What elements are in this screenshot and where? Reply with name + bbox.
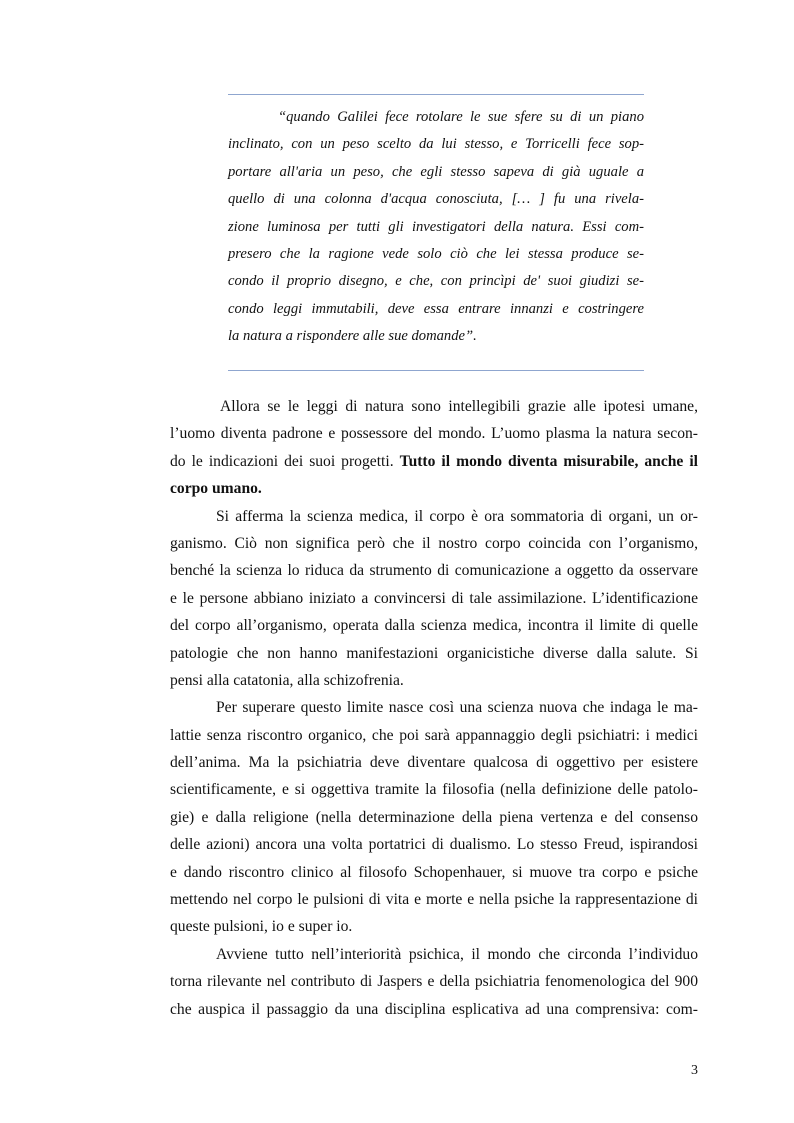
text-line: torna rilevante nel contributo di Jaspers e della psichiatria fenomenologica del 900 [170,973,698,991]
text-line: e dando riscontro clinico al filosofo Schopenhauer, si muove tra corpo e psiche [170,863,698,881]
text-line: patologie che non hanno manifestazioni organicistiche diverse dalla salute. Si [170,644,698,662]
body-text [170,393,698,1023]
text-line: pensi alla catatonia, alla schizofrenia. [170,671,404,689]
text-line: gie) e dalla religione (nella determinazione della piena vertenza e del consenso [170,808,698,826]
text-line: l’uomo diventa padrone e possessore del mondo. L’uomo plasma la natura secon- [170,425,698,443]
text-line: scientificamente, e si oggettiva tramite la filosofia (nella definizione delle patolo- [170,781,698,799]
quote-line: presero che la ragione vede solo ciò che lei stessa produce se- [228,245,644,262]
paragraph-4 [170,941,698,1023]
quote-line: condo il proprio disegno, e che, con princìpi de' suoi giudizi se- [228,273,644,290]
quote-line: la natura a rispondere alle sue domande”. [228,328,477,345]
text-line: queste pulsioni, io e super io. [170,918,353,936]
paragraph-1 [170,393,698,503]
text-line [170,448,698,475]
text-line: Per superare questo limite nasce così una scienza nuova che indaga le ma- [216,699,698,717]
quote-line: “quando Galilei fece rotolare le sue sfere su di un piano [278,109,644,125]
bold-statement: corpo umano. [170,480,262,498]
text-line: Si afferma la scienza medica, il corpo è ora sommatoria di organi, un or- [216,507,698,525]
text-line: del corpo all’organismo, operata dalla scienza medica, incontra il limite di quelle [170,617,698,635]
quote-bottom-rule [228,370,644,371]
quote-line: condo leggi immutabili, deve essa entrare innanzi e costringere [228,300,644,317]
quote-line: inclinato, con un peso scelto da lui stesso, e Torricelli fece sop- [228,136,644,153]
text-line: delle azioni) ancora una volta portatrici di dualismo. Lo stesso Freud, ispirandosi [170,836,698,854]
bold-statement: Tutto il mondo diventa misurabile, anche il [399,452,698,470]
text-line: ganismo. Ciò non significa però che il nostro corpo coincida con l’organismo, [170,534,698,552]
text-line: dell’anima. Ma la psichiatria deve diventare qualcosa di oggettivo per esistere [170,754,698,772]
text-line: lattie senza riscontro organico, che poi sarà appannaggio degli psichiatri: i medici [170,726,698,744]
page-number: 3 [691,1063,698,1078]
quote-top-rule [228,94,644,95]
quote-line: zione luminosa per tutti gli investigatori della natura. Essi com- [228,218,644,235]
quote-line: quello di una colonna d'acqua conosciuta, [… ] fu una rivela- [228,191,644,208]
text-line: mettendo nel corpo le pulsioni di vita e morte e nella psiche la rappresentazione di [170,891,698,909]
text-segment: do le indicazioni dei suoi progetti. [170,452,400,470]
quote-line: portare all'aria un peso, che egli stesso sapeva di già uguale a [228,163,644,180]
text-line: e le persone abbiano iniziato a convincersi di tale assimilazione. L’identificazione [170,589,698,607]
block-quote [228,104,644,351]
text-line: Allora se le leggi di natura sono intellegibili grazie alle ipotesi umane, [220,398,698,415]
text-line: benché la scienza lo riduca da strumento di comunicazione a oggetto da osservare [170,562,698,580]
text-line: Avviene tutto nell’interiorità psichica, il mondo che circonda l’individuo [216,945,698,963]
paragraph-3 [170,694,698,941]
text-line: che auspica il passaggio da una disciplina esplicativa ad una comprensiva: com- [170,1000,698,1018]
paragraph-2 [170,503,698,695]
